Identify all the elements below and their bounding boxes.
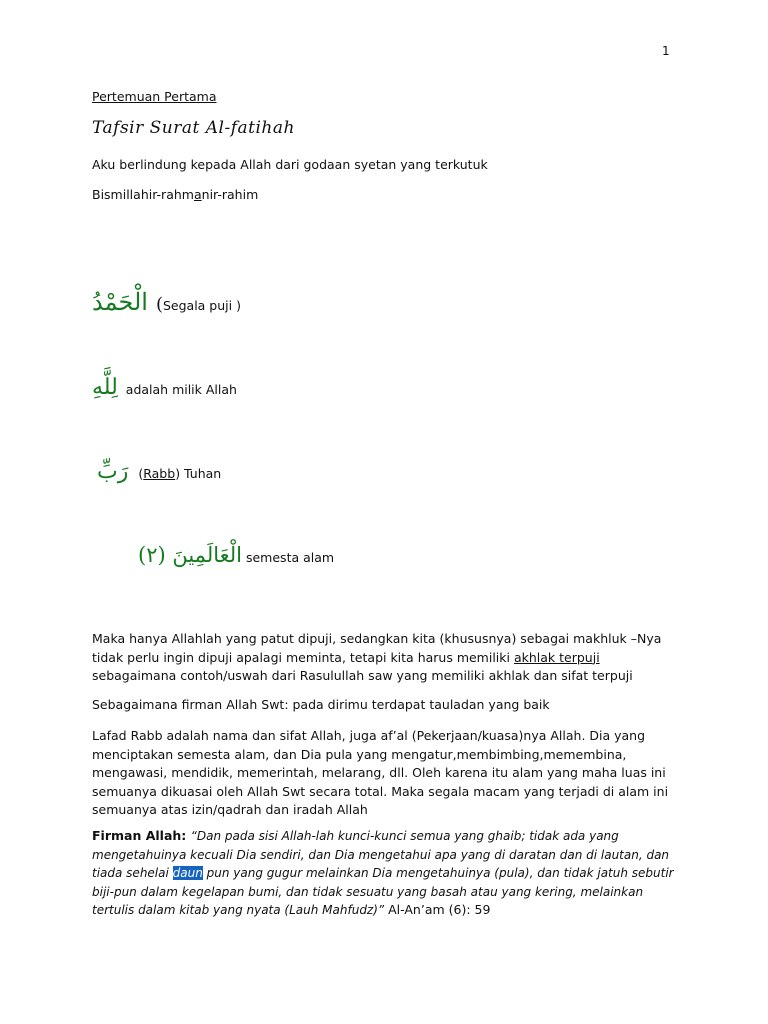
gloss-lillahi: adalah milik Allah <box>125 382 237 397</box>
word-alhamdu-row <box>92 288 241 316</box>
lesson-heading: Pertemuan Pertama <box>92 89 217 104</box>
gloss-alamin: semesta alam <box>245 550 335 565</box>
arabic-alamin: الْعَالَمِينَ (٢) <box>138 543 242 567</box>
gloss-alhamdu: Segala puji ) <box>162 298 241 313</box>
arabic-alhamdu: الْحَمْدُ <box>92 288 148 316</box>
paragraph-akhlak-part1: Maka hanya Allahlah yang patut dipuji, sedangkan kita (khususnya) sebagai makhluk –Nya tidak perlu ingin dipuji apalagi meminta, tetapi kita harus memiliki <box>92 631 662 665</box>
gloss-rabbi-rest: ) Tuhan <box>175 466 222 481</box>
firman-reference: Al-An’am (6): 59 <box>384 902 491 917</box>
basmalah-after: nir-rahim <box>201 187 259 202</box>
open-paren: ( <box>155 294 163 315</box>
firman-paragraph <box>92 827 682 920</box>
tafsir-title: Tafsir Surat Al-fatihah <box>92 118 295 138</box>
word-alamin-row <box>138 543 334 567</box>
word-lillahi-row <box>92 375 237 400</box>
highlighted-word: daun <box>172 866 203 880</box>
paragraph-rabb: Lafad Rabb adalah nama dan sifat Allah, juga af’al (Pekerjaan/kuasa)nya Allah. Dia yang menciptakan semesta alam, dan Dia pula yang mengatur,membimbing,memembina, mengawasi, mendidik, memerintah, melarang, dll. Oleh karena itu alam yang maha luas ini semuanya dikuasai oleh Allah Swt secara total. Maka segala macam yang terjadi di alam ini semuanya atas izin/qadrah dan iradah Allah <box>92 728 669 817</box>
arabic-lillahi: لِلَّهِ <box>92 375 118 400</box>
paragraph-akhlak-underlined: akhlak terpuji <box>513 649 600 665</box>
paragraph-akhlak-part2: sebagaimana contoh/uswah dari Rasulullah saw yang memiliki akhlak dan sifat terpuji <box>92 668 633 683</box>
basmalah-line <box>92 187 258 202</box>
basmalah-before: Bismillahir-rahm <box>92 187 194 202</box>
firman-quote-before: “Dan pada sisi Allah-lah kunci-kunci semua yang ghaib; tidak ada yang mengetahuinya kecuali Dia sendiri, dan Dia mengetahui apa yang di daratan dan di lautan, dan tiada sehelai <box>92 829 670 880</box>
page-number: 1 <box>662 44 670 58</box>
gloss-rabbi-underlined: Rabb <box>143 466 176 481</box>
word-rabbi-row <box>97 459 221 484</box>
firman-intro: Firman Allah: <box>92 828 191 843</box>
taawudz-line: Aku berlindung kepada Allah dari godaan syetan yang terkutuk <box>92 157 488 172</box>
basmalah-underlined: a <box>193 187 202 202</box>
paragraph-tauladan: Sebagaimana firman Allah Swt: pada dirimu terdapat tauladan yang baik <box>92 697 550 712</box>
arabic-rabbi: رَبِّ <box>97 459 129 484</box>
firman-quote-after: pun yang gugur melainkan Dia mengetahuinya (pula), dan tidak jatuh sebutir biji-pun dalam kegelapan bumi, dan tidak sesuatu yang basah atau yang kering, melainkan tertulis dalam kitab yang nyata (Lauh Mahfudz)” <box>92 866 674 917</box>
paragraph-akhlak <box>92 630 682 686</box>
gloss-rabbi <box>138 466 221 481</box>
gloss-rabbi-open: ( <box>138 466 144 481</box>
